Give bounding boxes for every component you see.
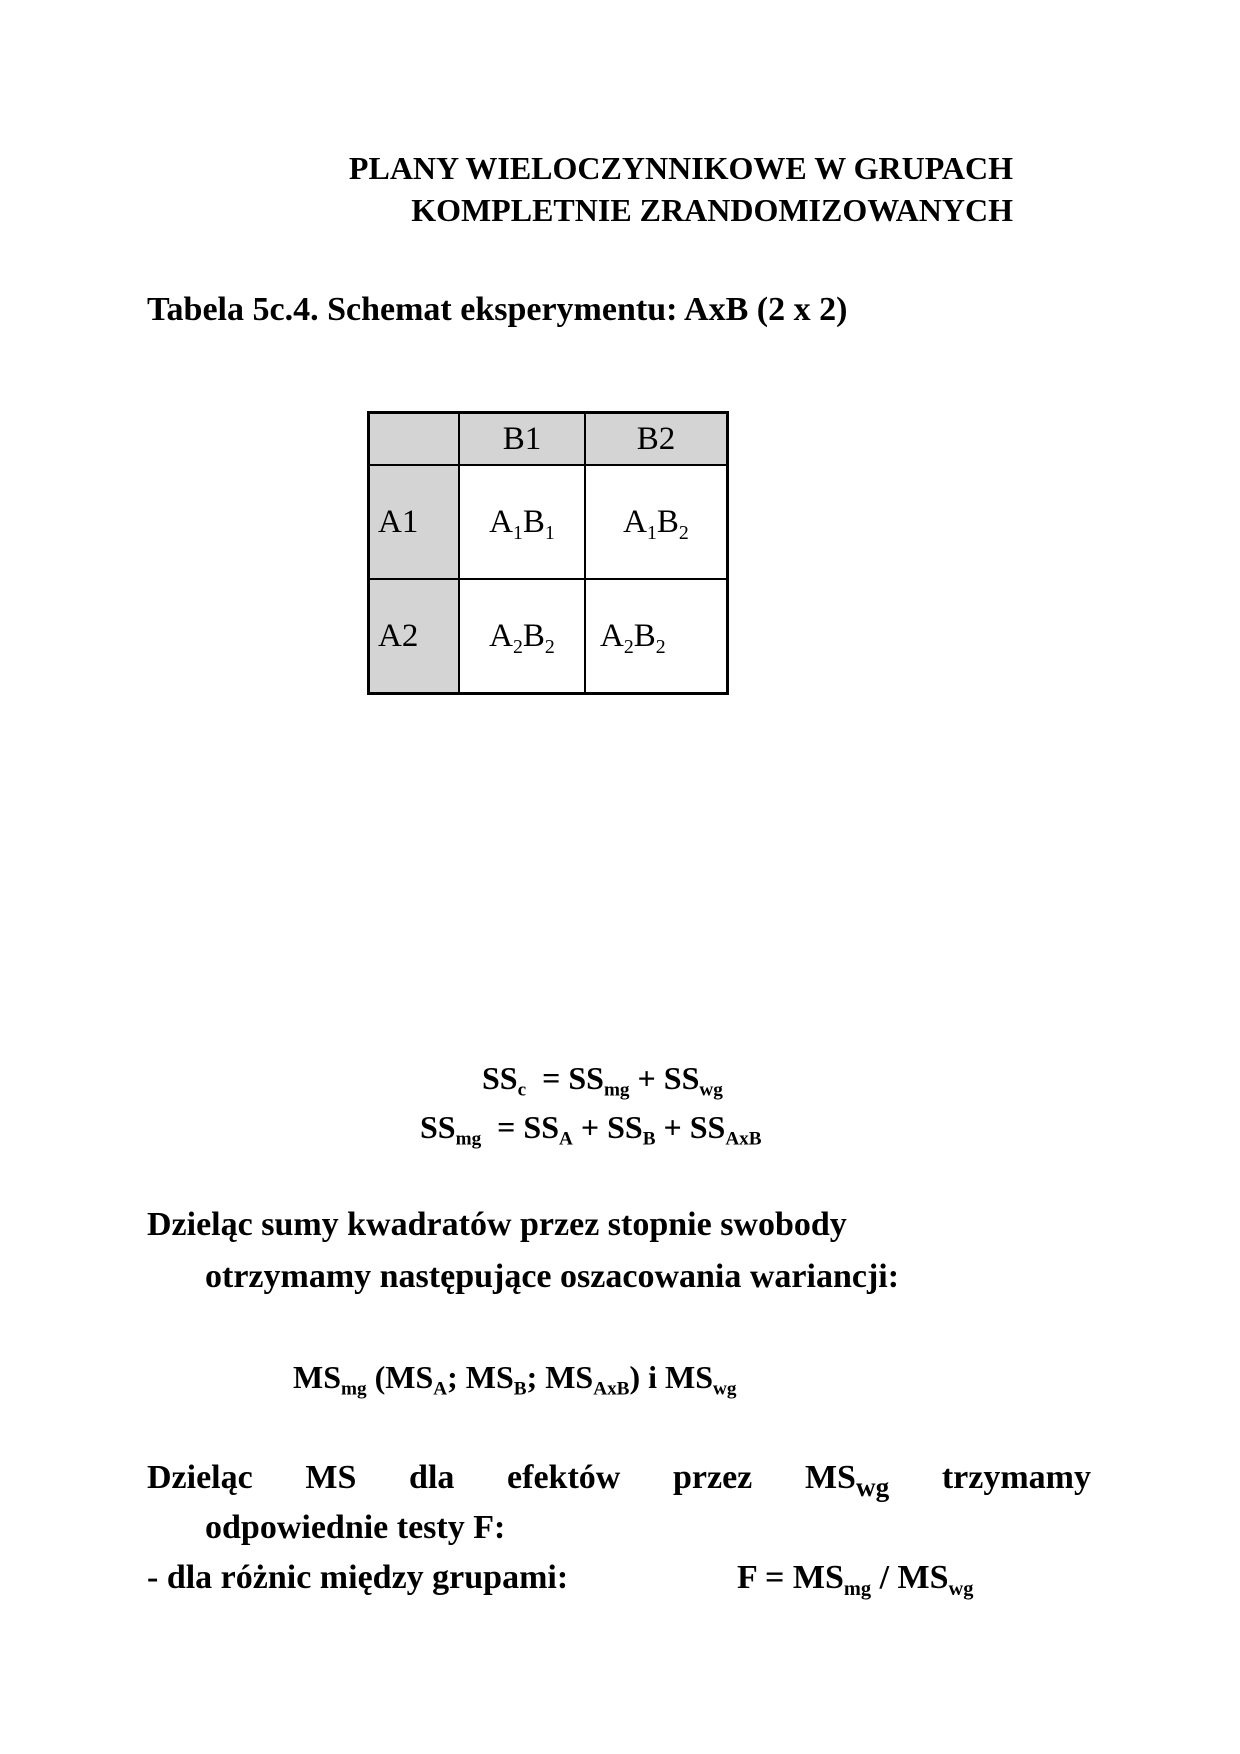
table-caption: Tabela 5c.4. Schemat eksperymentu: AxB (2 x 2)	[147, 291, 848, 328]
page-title-line2: KOMPLETNIE ZRANDOMIZOWANYCH	[411, 192, 1013, 228]
col-header-b1: B1	[459, 413, 585, 466]
design-table	[367, 411, 729, 695]
page-title-line1: PLANY WIELOCZYNNIKOWE W GRUPACH	[348, 150, 1013, 186]
row-header-a1: A1	[369, 465, 460, 579]
cell-a2-b1: $A_2B_2$	[459, 579, 585, 694]
cell-a1-b1: $A_1B_1$	[459, 465, 585, 579]
cell-a1-b2: $A_1B_2$	[585, 465, 728, 579]
table-corner-cell	[369, 413, 460, 466]
paragraph2-line2: odpowiednie testy F:	[205, 1509, 506, 1546]
f-test-formula: $F = MS_{mg} / MS_{wg}$	[737, 1559, 974, 1601]
equation-ss-c: $SS_c = SS_{mg} + SS_{wg}$	[482, 1060, 723, 1101]
paragraph2-line1: Dzieląc MS dla efektów przez $MS_{wg}$ trzymamy	[147, 1459, 1091, 1503]
col-header-b2: B2	[585, 413, 728, 466]
paragraph1-line1: Dzieląc sumy kwadratów przez stopnie swobody	[147, 1206, 847, 1243]
f-test-label: - dla różnic między grupami:	[147, 1559, 569, 1596]
ms-estimates-line: $MS_{mg}$ ($MS_A$; $MS_B$; $MS_{AxB}$) i $MS_{wg}$	[293, 1359, 737, 1400]
paragraph1-line2: otrzymamy następujące oszacowania wariancji:	[205, 1258, 900, 1295]
row-header-a2: A2	[369, 579, 460, 694]
equation-ss-mg: $SS_{mg} = SS_A + SS_B + SS_{AxB}$	[420, 1109, 762, 1150]
cell-a2-b2: $A_2B_2$	[585, 579, 728, 694]
